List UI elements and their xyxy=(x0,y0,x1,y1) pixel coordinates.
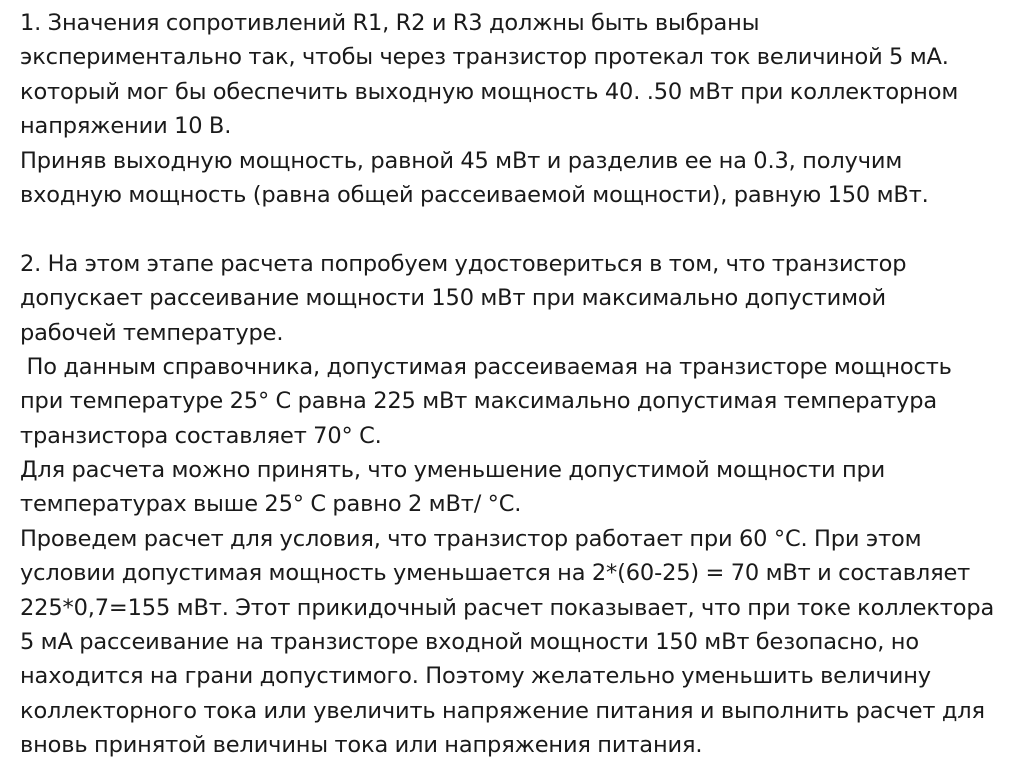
text-line: Приняв выходную мощность, равной 45 мВт и разделив ее на 0.3, получим xyxy=(20,147,903,174)
text-line: 1. Значения сопротивлений R1, R2 и R3 должны быть выбраны xyxy=(20,10,760,36)
text-line: температурах выше 25° С равно 2 мВт/ °С. xyxy=(20,491,522,518)
text-line: входную мощность (равна общей рассеиваемой мощности), равную 150 мВт. xyxy=(20,181,929,208)
text-line: вновь принятой величины тока или напряжения питания. xyxy=(20,732,703,759)
text-line: напряжении 10 В. xyxy=(20,113,232,140)
blank-line xyxy=(20,212,1016,246)
text-line: коллекторного тока или увеличить напряжение питания и выполнить расчет для xyxy=(20,697,985,724)
text-line: 2. На этом этапе расчета попробуем удостовериться в том, что транзистор xyxy=(20,250,907,277)
text-line: транзистора составляет 70° С. xyxy=(20,422,382,449)
text-line: условии допустимая мощность уменьшается на 2*(60-25) = 70 мВт и составляет xyxy=(20,560,971,587)
text-line: По данным справочника, допустимая рассеиваемая на транзисторе мощность xyxy=(20,353,952,380)
text-line: экспериментально так, чтобы через транзистор протекал ток величиной 5 мА. xyxy=(20,44,949,71)
text-line: при температуре 25° С равна 225 мВт максимально допустимая температура xyxy=(20,388,937,415)
text-line: рабочей температуре. xyxy=(20,319,284,346)
text-line: 5 мА рассеивание на транзисторе входной мощности 150 мВт безопасно, но xyxy=(20,629,919,656)
text-line: 225*0,7=155 мВт. Этот прикидочный расчет показывает, что при токе коллектора xyxy=(20,594,995,621)
text-line: допускает рассеивание мощности 150 мВт при максимально допустимой xyxy=(20,285,886,312)
text-line: Проведем расчет для условия, что транзистор работает при 60 °С. При этом xyxy=(20,525,922,552)
text-line: Для расчета можно принять, что уменьшение допустимой мощности при xyxy=(20,457,886,484)
text-line: который мог бы обеспечить выходную мощность 40. .50 мВт при коллекторном xyxy=(20,78,959,105)
text-line: находится на грани допустимого. Поэтому желательно уменьшить величину xyxy=(20,663,931,690)
slide-text-body xyxy=(20,6,1016,763)
